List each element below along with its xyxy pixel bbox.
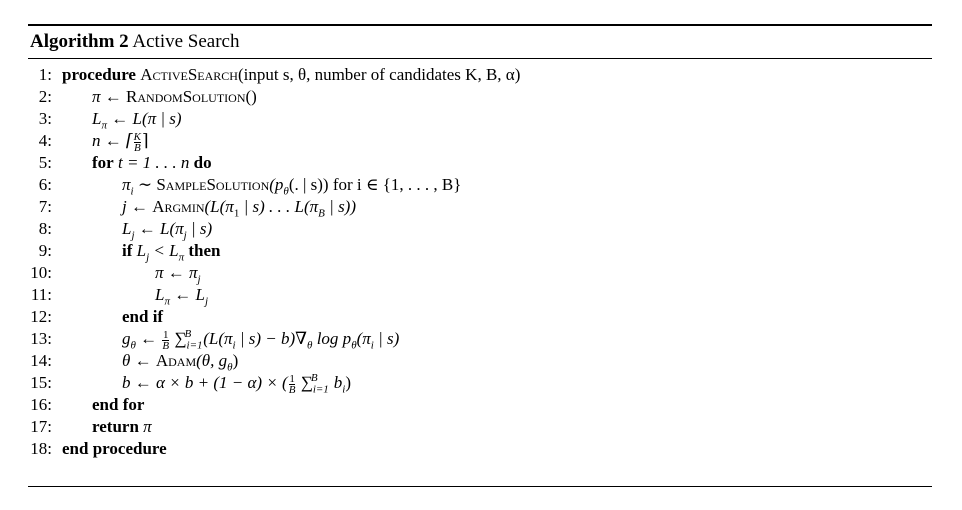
line-code (92, 416, 152, 438)
algorithm-block (28, 24, 932, 59)
procedure-name: ActiveSearch (140, 65, 238, 84)
line-code (122, 328, 399, 351)
keyword: end if (122, 307, 164, 326)
sum-symbol: ∑ (296, 373, 313, 392)
sum-symbol: ∑ (170, 329, 187, 348)
line-number: 16: (30, 395, 52, 414)
line-code (92, 108, 182, 130)
code-text: ← L(π (134, 219, 184, 238)
subscript: B (318, 207, 325, 220)
code-text: ∼ (133, 175, 157, 194)
code-text: b ← α × b + (1 − α) × ( (122, 373, 288, 392)
code-text: (L(π (203, 329, 233, 348)
function-name: SampleSolution (156, 175, 270, 194)
fraction-numerator: 1 (289, 372, 295, 385)
code-text: t = 1 . . . n (113, 153, 194, 172)
subscript: θ (351, 339, 357, 352)
code-text: (L(π (204, 197, 234, 216)
subscript: θ (130, 339, 136, 352)
code-text: | s) (373, 329, 400, 348)
subscript: 1 (233, 207, 240, 220)
line-number: 9: (38, 241, 52, 260)
algorithm-label: Algorithm 2 (30, 31, 129, 52)
line-code (62, 64, 520, 86)
line-number: 14: (30, 351, 52, 370)
code-text: ) (232, 351, 239, 370)
code-text: log p (312, 329, 352, 348)
code-text: (π (356, 329, 371, 348)
keyword: do (193, 153, 212, 172)
fraction-denominator: B (133, 141, 141, 154)
fraction (289, 374, 296, 395)
line-number: 12: (30, 307, 52, 326)
line-number: 13: (30, 329, 52, 348)
function-name: Adam (155, 351, 197, 370)
line-number: 15: (30, 373, 52, 392)
line-code (155, 262, 201, 284)
subscript: i (342, 383, 346, 396)
subscript: i (232, 339, 236, 352)
code-text: (. | s)) for i ∈ {1, . . . , B} (288, 175, 462, 194)
line-number: 18: (30, 439, 52, 458)
fraction (134, 132, 141, 153)
line-code (92, 130, 149, 153)
code-text: ⌉ (141, 131, 149, 150)
line-number: 2: (38, 87, 52, 106)
fraction (162, 330, 169, 351)
code-text: ← L(π | s) (106, 109, 182, 128)
code-text: π (122, 175, 131, 194)
line-code (122, 306, 163, 328)
line-number: 11: (30, 285, 52, 304)
code-text: L (122, 219, 132, 238)
fraction-numerator: K (133, 130, 141, 143)
subscript: π (178, 251, 185, 264)
keyword: then (184, 241, 221, 260)
code-text: ← L (169, 285, 205, 304)
line-number: 4: (38, 131, 52, 150)
line-number: 3: (38, 109, 52, 128)
keyword: if (122, 241, 133, 260)
line-code (92, 86, 257, 108)
code-text: π ← π (155, 263, 198, 282)
code-text: ← (135, 329, 162, 348)
fraction-denominator: B (288, 383, 296, 396)
line-code (122, 196, 356, 218)
line-code (122, 372, 351, 395)
keyword: end for (92, 395, 145, 414)
keyword: for (92, 153, 114, 172)
subscript: j (183, 229, 187, 242)
function-name: Argmin (152, 197, 205, 216)
code-text: < L (149, 241, 179, 260)
line-number: 8: (38, 219, 52, 238)
fraction-numerator: 1 (163, 328, 169, 341)
code-text: () (245, 87, 257, 106)
function-name: RandomSolution (126, 87, 246, 106)
keyword: return (92, 417, 139, 436)
algorithm-title: Active Search (132, 31, 240, 52)
line-code (92, 152, 212, 174)
line-code (122, 350, 238, 372)
line-code (122, 240, 221, 262)
code-text: (input s, θ, number of candidates K, B, α) (237, 65, 521, 84)
code-text: | s) (186, 219, 213, 238)
code-text: b (329, 373, 343, 392)
code-text: π ← (92, 87, 127, 106)
code-text: | s) . . . L(π (239, 197, 319, 216)
line-code (92, 394, 144, 416)
subscript: π (101, 119, 107, 132)
code-text: g (122, 329, 131, 348)
subscript: j (197, 273, 201, 286)
line-code (122, 218, 212, 240)
code-text: | s)) (324, 197, 357, 216)
subscript: i (130, 185, 134, 198)
code-text: θ ← (122, 351, 156, 370)
line-number: 7: (38, 197, 52, 216)
keyword: end procedure (62, 439, 167, 458)
line-code (155, 284, 208, 306)
code-text: L (92, 109, 102, 128)
code-text: (θ, g (196, 351, 228, 370)
line-number: 5: (38, 153, 52, 172)
algorithm-header (28, 26, 932, 58)
code-text: L (155, 285, 165, 304)
line-number: 17: (30, 417, 52, 436)
subscript: j (146, 251, 150, 264)
code-text: | s) − b)∇ (235, 329, 308, 348)
sum-upper: B (310, 372, 318, 385)
line-number: 10: (30, 263, 52, 282)
code-text: n ← ⌈ (92, 131, 133, 150)
subscript: j (204, 295, 209, 308)
subscript: j (131, 229, 135, 242)
header-rule (28, 58, 932, 59)
subscript: θ (227, 361, 233, 374)
line-number: 6: (38, 175, 52, 194)
bottom-rule (28, 486, 932, 487)
code-text: j ← (122, 197, 153, 216)
code-text: L (132, 241, 147, 260)
code-text: π (138, 417, 152, 436)
line-number: 1: (38, 65, 52, 84)
sum-lower: i=1 (312, 383, 329, 396)
sum-lower: i=1 (186, 339, 203, 352)
sum-upper: B (184, 328, 192, 341)
subscript: θ (307, 339, 313, 352)
subscript: θ (283, 185, 289, 198)
subscript: π (164, 295, 170, 308)
line-code (62, 438, 167, 460)
line-code (122, 174, 461, 196)
keyword: procedure (62, 65, 136, 84)
code-text: ) (345, 373, 352, 392)
fraction-denominator: B (162, 339, 170, 352)
subscript: i (370, 339, 374, 352)
code-text: (p (269, 175, 284, 194)
